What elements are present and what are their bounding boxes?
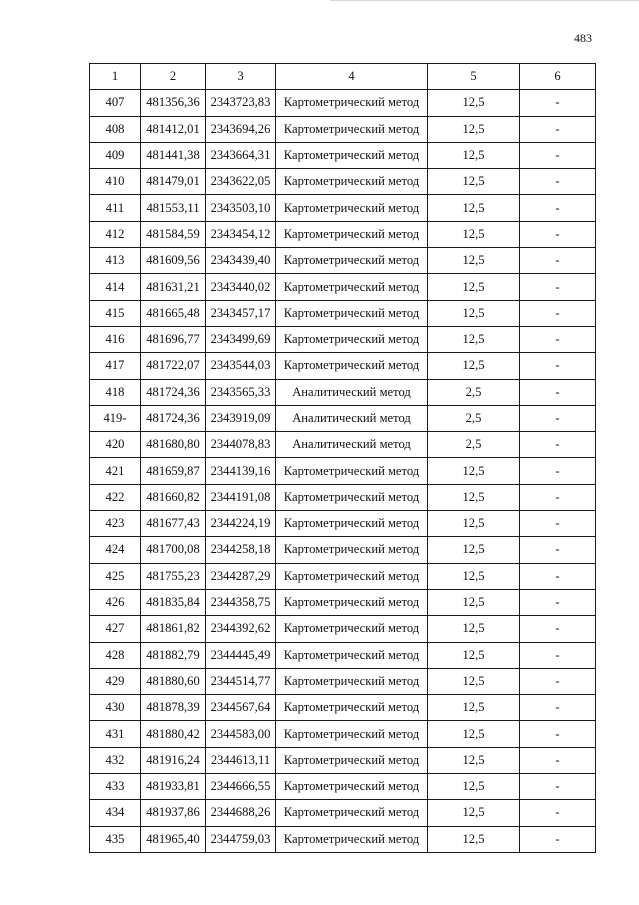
x-coordinate-cell: 481677,43 [141, 511, 206, 537]
method-cell: Аналитический метод [276, 405, 428, 431]
accuracy-cell: 12,5 [428, 248, 520, 274]
point-number-cell: 417 [90, 353, 141, 379]
method-cell: Аналитический метод [276, 432, 428, 458]
column-header: 6 [520, 64, 596, 90]
table-row [90, 169, 596, 195]
table-row [90, 563, 596, 589]
y-coordinate-cell: 2343499,69 [206, 326, 276, 352]
x-coordinate-cell: 481660,82 [141, 484, 206, 510]
y-coordinate-cell: 2344191,08 [206, 484, 276, 510]
y-coordinate-cell: 2344358,75 [206, 589, 276, 615]
note-cell: - [520, 116, 596, 142]
method-cell: Картометрический метод [276, 195, 428, 221]
x-coordinate-cell: 481965,40 [141, 826, 206, 852]
y-coordinate-cell: 2344688,26 [206, 800, 276, 826]
y-coordinate-cell: 2343919,09 [206, 405, 276, 431]
accuracy-cell: 12,5 [428, 484, 520, 510]
accuracy-cell: 12,5 [428, 142, 520, 168]
point-number-cell: 432 [90, 747, 141, 773]
accuracy-cell: 12,5 [428, 642, 520, 668]
note-cell: - [520, 274, 596, 300]
table-row [90, 116, 596, 142]
accuracy-cell: 12,5 [428, 90, 520, 116]
y-coordinate-cell: 2343454,12 [206, 221, 276, 247]
y-coordinate-cell: 2344287,29 [206, 563, 276, 589]
point-number-cell: 422 [90, 484, 141, 510]
table-row [90, 484, 596, 510]
table-header-row [90, 64, 596, 90]
y-coordinate-cell: 2344567,64 [206, 695, 276, 721]
accuracy-cell: 12,5 [428, 668, 520, 694]
note-cell: - [520, 695, 596, 721]
method-cell: Картометрический метод [276, 248, 428, 274]
method-cell: Картометрический метод [276, 616, 428, 642]
accuracy-cell: 12,5 [428, 695, 520, 721]
table-row [90, 800, 596, 826]
x-coordinate-cell: 481933,81 [141, 774, 206, 800]
table-row [90, 432, 596, 458]
note-cell: - [520, 248, 596, 274]
method-cell: Картометрический метод [276, 116, 428, 142]
point-number-cell: 411 [90, 195, 141, 221]
y-coordinate-cell: 2343622,05 [206, 169, 276, 195]
table-row [90, 537, 596, 563]
column-header: 3 [206, 64, 276, 90]
note-cell: - [520, 195, 596, 221]
point-number-cell: 413 [90, 248, 141, 274]
x-coordinate-cell: 481878,39 [141, 695, 206, 721]
top-edge-line [330, 0, 639, 1]
accuracy-cell: 12,5 [428, 800, 520, 826]
x-coordinate-cell: 481584,59 [141, 221, 206, 247]
point-number-cell: 414 [90, 274, 141, 300]
x-coordinate-cell: 481680,80 [141, 432, 206, 458]
y-coordinate-cell: 2344445,49 [206, 642, 276, 668]
method-cell: Картометрический метод [276, 169, 428, 195]
y-coordinate-cell: 2344613,11 [206, 747, 276, 773]
y-coordinate-cell: 2343457,17 [206, 300, 276, 326]
x-coordinate-cell: 481700,08 [141, 537, 206, 563]
x-coordinate-cell: 481659,87 [141, 458, 206, 484]
table-row [90, 616, 596, 642]
table-row [90, 774, 596, 800]
table-row [90, 353, 596, 379]
accuracy-cell: 12,5 [428, 721, 520, 747]
method-cell: Картометрический метод [276, 353, 428, 379]
column-header: 5 [428, 64, 520, 90]
table-row [90, 695, 596, 721]
y-coordinate-cell: 2344759,03 [206, 826, 276, 852]
table-row [90, 642, 596, 668]
point-number-cell: 408 [90, 116, 141, 142]
method-cell: Картометрический метод [276, 721, 428, 747]
method-cell: Картометрический метод [276, 826, 428, 852]
note-cell: - [520, 668, 596, 694]
x-coordinate-cell: 481880,42 [141, 721, 206, 747]
note-cell: - [520, 458, 596, 484]
x-coordinate-cell: 481835,84 [141, 589, 206, 615]
x-coordinate-cell: 481553,11 [141, 195, 206, 221]
method-cell: Картометрический метод [276, 221, 428, 247]
y-coordinate-cell: 2343439,40 [206, 248, 276, 274]
point-number-cell: 431 [90, 721, 141, 747]
table-row [90, 668, 596, 694]
method-cell: Картометрический метод [276, 695, 428, 721]
x-coordinate-cell: 481882,79 [141, 642, 206, 668]
table-row [90, 274, 596, 300]
note-cell: - [520, 221, 596, 247]
note-cell: - [520, 484, 596, 510]
note-cell: - [520, 589, 596, 615]
point-number-cell: 412 [90, 221, 141, 247]
table-body [90, 90, 596, 853]
point-number-cell: 430 [90, 695, 141, 721]
accuracy-cell: 12,5 [428, 458, 520, 484]
table-row [90, 248, 596, 274]
table-row [90, 195, 596, 221]
note-cell: - [520, 537, 596, 563]
note-cell: - [520, 353, 596, 379]
method-cell: Картометрический метод [276, 668, 428, 694]
point-number-cell: 423 [90, 511, 141, 537]
accuracy-cell: 12,5 [428, 537, 520, 563]
coordinates-table [89, 63, 596, 853]
x-coordinate-cell: 481861,82 [141, 616, 206, 642]
accuracy-cell: 2,5 [428, 432, 520, 458]
accuracy-cell: 12,5 [428, 274, 520, 300]
x-coordinate-cell: 481724,36 [141, 405, 206, 431]
note-cell: - [520, 747, 596, 773]
x-coordinate-cell: 481631,21 [141, 274, 206, 300]
method-cell: Картометрический метод [276, 274, 428, 300]
point-number-cell: 424 [90, 537, 141, 563]
point-number-cell: 419- [90, 405, 141, 431]
x-coordinate-cell: 481880,60 [141, 668, 206, 694]
x-coordinate-cell: 481665,48 [141, 300, 206, 326]
accuracy-cell: 12,5 [428, 326, 520, 352]
y-coordinate-cell: 2344666,55 [206, 774, 276, 800]
table-row [90, 142, 596, 168]
y-coordinate-cell: 2343723,83 [206, 90, 276, 116]
note-cell: - [520, 169, 596, 195]
x-coordinate-cell: 481722,07 [141, 353, 206, 379]
table-row [90, 511, 596, 537]
accuracy-cell: 12,5 [428, 116, 520, 142]
x-coordinate-cell: 481441,38 [141, 142, 206, 168]
point-number-cell: 435 [90, 826, 141, 852]
note-cell: - [520, 826, 596, 852]
accuracy-cell: 2,5 [428, 405, 520, 431]
x-coordinate-cell: 481479,01 [141, 169, 206, 195]
page-number: 483 [574, 31, 592, 45]
method-cell: Картометрический метод [276, 326, 428, 352]
point-number-cell: 426 [90, 589, 141, 615]
accuracy-cell: 12,5 [428, 300, 520, 326]
x-coordinate-cell: 481916,24 [141, 747, 206, 773]
point-number-cell: 409 [90, 142, 141, 168]
method-cell: Картометрический метод [276, 747, 428, 773]
y-coordinate-cell: 2344392,62 [206, 616, 276, 642]
y-coordinate-cell: 2344583,00 [206, 721, 276, 747]
method-cell: Картометрический метод [276, 589, 428, 615]
method-cell: Картометрический метод [276, 484, 428, 510]
point-number-cell: 415 [90, 300, 141, 326]
note-cell: - [520, 90, 596, 116]
accuracy-cell: 12,5 [428, 353, 520, 379]
note-cell: - [520, 721, 596, 747]
point-number-cell: 429 [90, 668, 141, 694]
accuracy-cell: 2,5 [428, 379, 520, 405]
point-number-cell: 421 [90, 458, 141, 484]
note-cell: - [520, 326, 596, 352]
table-row [90, 90, 596, 116]
column-header: 1 [90, 64, 141, 90]
y-coordinate-cell: 2344139,16 [206, 458, 276, 484]
x-coordinate-cell: 481356,36 [141, 90, 206, 116]
accuracy-cell: 12,5 [428, 616, 520, 642]
y-coordinate-cell: 2343565,33 [206, 379, 276, 405]
y-coordinate-cell: 2344258,18 [206, 537, 276, 563]
accuracy-cell: 12,5 [428, 589, 520, 615]
note-cell: - [520, 616, 596, 642]
point-number-cell: 433 [90, 774, 141, 800]
note-cell: - [520, 511, 596, 537]
point-number-cell: 425 [90, 563, 141, 589]
accuracy-cell: 12,5 [428, 511, 520, 537]
y-coordinate-cell: 2343694,26 [206, 116, 276, 142]
method-cell: Картометрический метод [276, 642, 428, 668]
note-cell: - [520, 142, 596, 168]
table-row [90, 326, 596, 352]
y-coordinate-cell: 2343664,31 [206, 142, 276, 168]
y-coordinate-cell: 2344078,83 [206, 432, 276, 458]
accuracy-cell: 12,5 [428, 169, 520, 195]
x-coordinate-cell: 481609,56 [141, 248, 206, 274]
point-number-cell: 418 [90, 379, 141, 405]
x-coordinate-cell: 481412,01 [141, 116, 206, 142]
method-cell: Картометрический метод [276, 563, 428, 589]
method-cell: Картометрический метод [276, 800, 428, 826]
point-number-cell: 407 [90, 90, 141, 116]
method-cell: Аналитический метод [276, 379, 428, 405]
table-row [90, 826, 596, 852]
note-cell: - [520, 379, 596, 405]
point-number-cell: 410 [90, 169, 141, 195]
accuracy-cell: 12,5 [428, 747, 520, 773]
accuracy-cell: 12,5 [428, 221, 520, 247]
x-coordinate-cell: 481696,77 [141, 326, 206, 352]
note-cell: - [520, 642, 596, 668]
y-coordinate-cell: 2344514,77 [206, 668, 276, 694]
note-cell: - [520, 300, 596, 326]
table-row [90, 379, 596, 405]
method-cell: Картометрический метод [276, 90, 428, 116]
point-number-cell: 434 [90, 800, 141, 826]
table-row [90, 405, 596, 431]
y-coordinate-cell: 2343440,02 [206, 274, 276, 300]
table-row [90, 721, 596, 747]
table-row [90, 747, 596, 773]
point-number-cell: 427 [90, 616, 141, 642]
note-cell: - [520, 432, 596, 458]
method-cell: Картометрический метод [276, 300, 428, 326]
method-cell: Картометрический метод [276, 458, 428, 484]
accuracy-cell: 12,5 [428, 563, 520, 589]
x-coordinate-cell: 481724,36 [141, 379, 206, 405]
point-number-cell: 420 [90, 432, 141, 458]
accuracy-cell: 12,5 [428, 774, 520, 800]
y-coordinate-cell: 2343544,03 [206, 353, 276, 379]
table-row [90, 589, 596, 615]
x-coordinate-cell: 481755,23 [141, 563, 206, 589]
method-cell: Картометрический метод [276, 511, 428, 537]
method-cell: Картометрический метод [276, 142, 428, 168]
method-cell: Картометрический метод [276, 774, 428, 800]
note-cell: - [520, 405, 596, 431]
column-header: 2 [141, 64, 206, 90]
table-row [90, 300, 596, 326]
y-coordinate-cell: 2344224,19 [206, 511, 276, 537]
note-cell: - [520, 800, 596, 826]
point-number-cell: 428 [90, 642, 141, 668]
x-coordinate-cell: 481937,86 [141, 800, 206, 826]
method-cell: Картометрический метод [276, 537, 428, 563]
table-row [90, 458, 596, 484]
note-cell: - [520, 563, 596, 589]
point-number-cell: 416 [90, 326, 141, 352]
note-cell: - [520, 774, 596, 800]
accuracy-cell: 12,5 [428, 826, 520, 852]
column-header: 4 [276, 64, 428, 90]
y-coordinate-cell: 2343503,10 [206, 195, 276, 221]
table-row [90, 221, 596, 247]
accuracy-cell: 12,5 [428, 195, 520, 221]
